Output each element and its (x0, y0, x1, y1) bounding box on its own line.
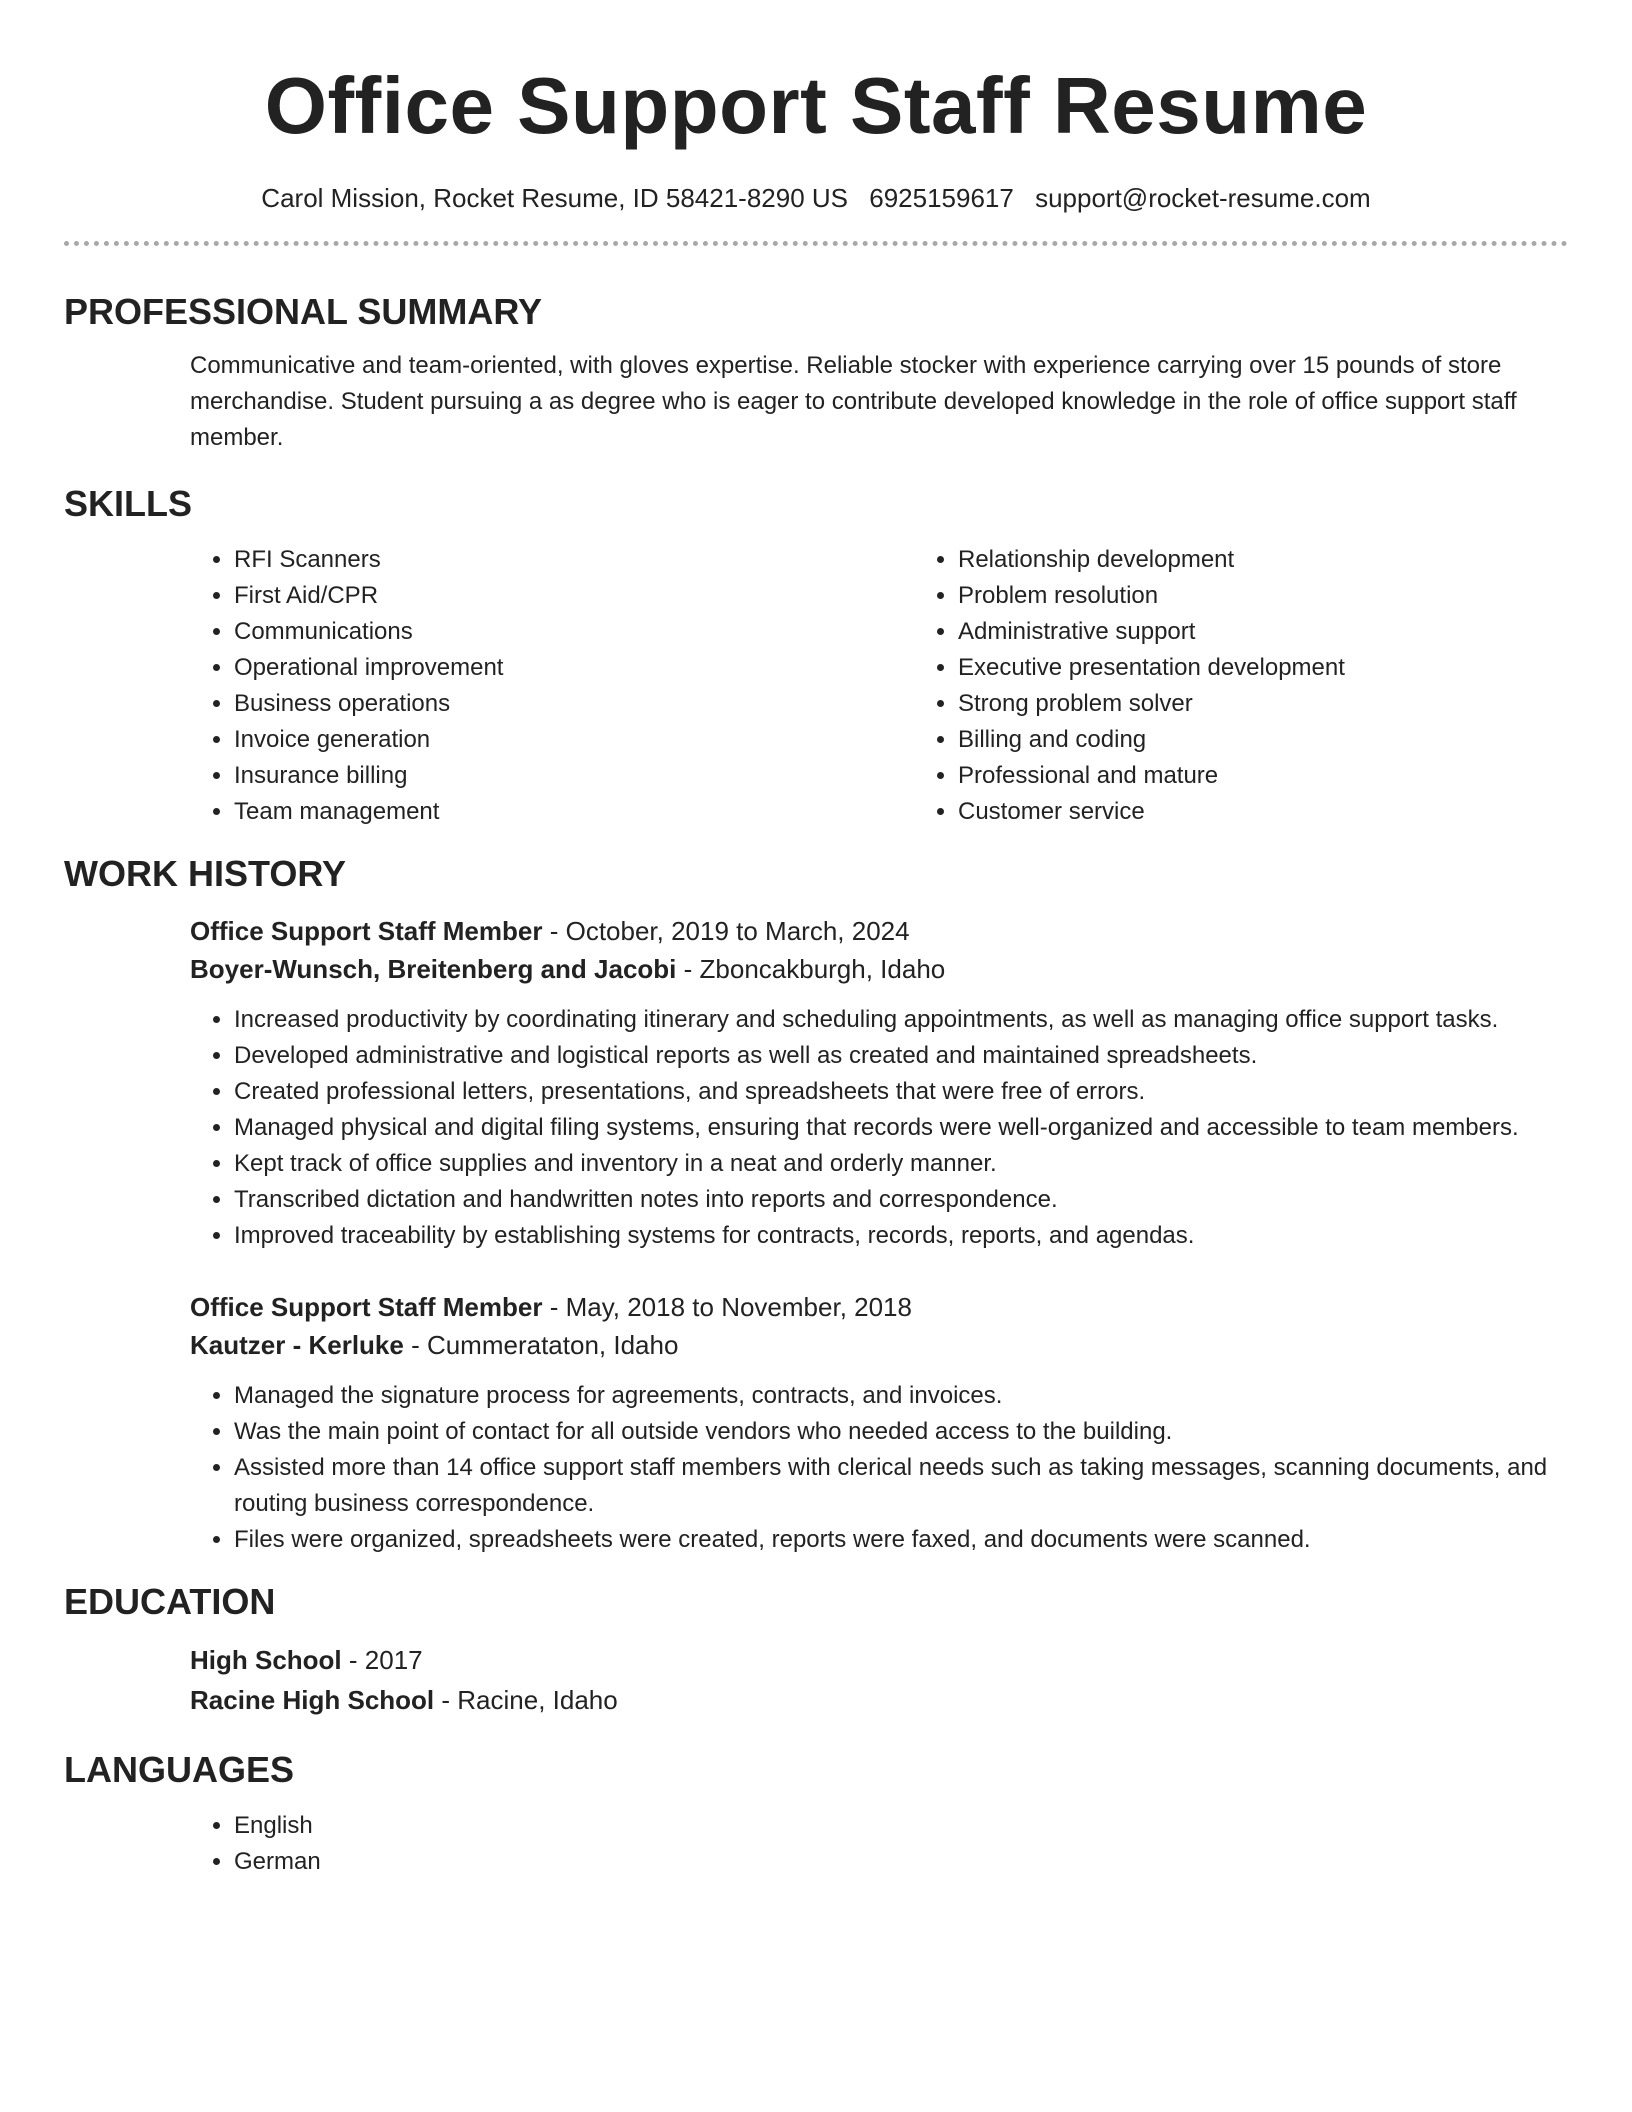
skill-item: • Insurance billing (234, 758, 914, 794)
skill-item: • Professional and mature (958, 758, 1632, 794)
contact-address: Carol Mission, Rocket Resume, ID 58421-8290 US (261, 183, 848, 213)
skill-item: • Administrative support (958, 614, 1632, 650)
skills-column-right (914, 542, 1632, 830)
skill-item: • Communications (234, 614, 914, 650)
languages-heading: LANGUAGES (64, 1749, 295, 1790)
job-entry (64, 912, 1568, 1254)
duty-item: • Managed the signature process for agreements, contracts, and invoices. (234, 1378, 1568, 1414)
duty-item: • Was the main point of contact for all outside vendors who needed access to the building. (234, 1414, 1568, 1450)
job-location: - Zboncakburgh, Idaho (676, 954, 946, 984)
duty-item: • Files were organized, spreadsheets were created, reports were faxed, and documents were scanned. (234, 1522, 1568, 1558)
language-item: • English (234, 1808, 1568, 1844)
skill-item: • RFI Scanners (234, 542, 914, 578)
job-title-line (190, 912, 1568, 950)
education-entry (64, 1640, 1568, 1720)
job-title: Office Support Staff Member (190, 1292, 543, 1322)
duty-item: • Created professional letters, presentations, and spreadsheets that were free of errors. (234, 1074, 1568, 1110)
job-company-line (190, 1326, 1568, 1364)
education-year: - 2017 (341, 1645, 423, 1675)
duty-item: • Increased productivity by coordinating itinerary and scheduling appointments, as well as managing office support tasks. (234, 1002, 1568, 1038)
job-company-line (190, 950, 1568, 988)
education-degree-line (190, 1640, 1568, 1680)
job-duties (190, 1378, 1568, 1558)
education-school-line (190, 1680, 1568, 1720)
languages-list (190, 1808, 1568, 1880)
contact-line (64, 182, 1568, 214)
job-dates: - May, 2018 to November, 2018 (542, 1292, 912, 1322)
education-location: - Racine, Idaho (434, 1685, 618, 1715)
duty-item: • Transcribed dictation and handwritten notes into reports and correspondence. (234, 1182, 1568, 1218)
header-divider (64, 241, 1568, 246)
education-degree: High School (190, 1645, 342, 1675)
languages-section (64, 1808, 1568, 1880)
duty-item: • Kept track of office supplies and inventory in a neat and orderly manner. (234, 1146, 1568, 1182)
skills-column-left (190, 542, 914, 830)
work-history-heading: WORK HISTORY (64, 853, 347, 894)
skills-heading: SKILLS (64, 483, 193, 524)
language-item: • German (234, 1844, 1568, 1880)
contact-phone: 6925159617 (869, 183, 1014, 213)
skill-item: • Problem resolution (958, 578, 1632, 614)
skill-item: • Operational improvement (234, 650, 914, 686)
skill-item: • Invoice generation (234, 722, 914, 758)
job-company: Boyer-Wunsch, Breitenberg and Jacobi (190, 954, 677, 984)
skill-item: • Strong problem solver (958, 686, 1632, 722)
duty-item: • Improved traceability by establishing systems for contracts, records, reports, and agendas. (234, 1218, 1568, 1254)
job-title: Office Support Staff Member (190, 916, 543, 946)
duty-item: • Assisted more than 14 office support staff members with clerical needs such as taking messages, scanning documents, and routing business correspondence. (234, 1450, 1568, 1522)
resume-title: Office Support Staff Resume (264, 61, 1368, 150)
job-duties (190, 1002, 1568, 1254)
skill-item: • First Aid/CPR (234, 578, 914, 614)
skill-item: • Relationship development (958, 542, 1632, 578)
skill-item: • Business operations (234, 686, 914, 722)
contact-email: support@rocket-resume.com (1035, 183, 1371, 213)
job-location: - Cummerataton, Idaho (403, 1330, 679, 1360)
summary-section (64, 348, 1568, 456)
skills-list (64, 542, 1568, 830)
job-title-line (190, 1288, 1568, 1326)
job-entry (64, 1288, 1568, 1558)
skill-item: • Executive presentation development (958, 650, 1632, 686)
job-company: Kautzer - Kerluke (190, 1330, 404, 1360)
skill-item: • Team management (234, 794, 914, 830)
duty-item: • Developed administrative and logistical reports as well as created and maintained spreadsheets. (234, 1038, 1568, 1074)
education-school: Racine High School (190, 1685, 435, 1715)
job-dates: - October, 2019 to March, 2024 (542, 916, 910, 946)
duty-item: • Managed physical and digital filing systems, ensuring that records were well-organized and accessible to team members. (234, 1110, 1568, 1146)
summary-heading: PROFESSIONAL SUMMARY (64, 291, 543, 332)
skill-item: • Billing and coding (958, 722, 1632, 758)
summary-text: Communicative and team-oriented, with gloves expertise. Reliable stocker with experience carrying over 15 pounds of store merchandise. Student pursuing a as degree who is eager to contribute developed knowledge in the role of office support staff member. (190, 352, 1517, 451)
education-heading: EDUCATION (64, 1581, 276, 1622)
skill-item: • Customer service (958, 794, 1632, 830)
